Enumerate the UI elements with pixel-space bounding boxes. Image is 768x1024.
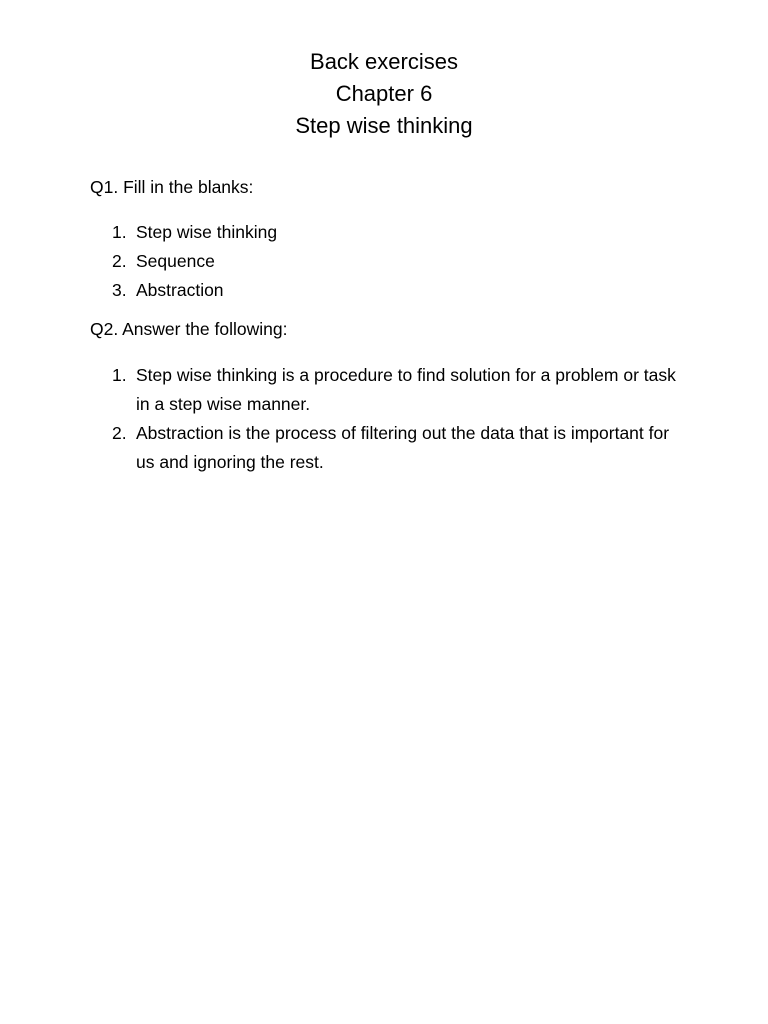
title-line-2: Chapter 6 <box>335 81 433 106</box>
title-line-1: Back exercises <box>310 49 458 74</box>
list-number: 1. <box>112 365 127 385</box>
list-text: Abstraction is the process of filtering out the data that is important for us and ignoring the rest. <box>136 423 670 472</box>
question-2-answer-list <box>90 361 690 477</box>
list-number: 2. <box>112 423 127 443</box>
list-text: Abstraction <box>136 280 224 300</box>
question-2-section <box>90 318 690 477</box>
list-item <box>90 247 690 276</box>
question-1-answer-list <box>90 218 690 305</box>
list-item <box>90 361 690 419</box>
list-text: Sequence <box>136 251 215 271</box>
question-2-heading: Q2. Answer the following: <box>90 319 288 339</box>
question-1-section <box>90 176 690 305</box>
list-number: 3. <box>112 280 127 300</box>
list-number: 2. <box>112 251 127 271</box>
list-text: Step wise thinking is a procedure to find solution for a problem or task in a step wise manner. <box>136 365 676 414</box>
list-item <box>90 419 690 477</box>
list-item <box>90 276 690 305</box>
list-item <box>90 218 690 247</box>
document-title <box>0 46 768 142</box>
question-1-heading: Q1. Fill in the blanks: <box>90 177 254 197</box>
list-text: Step wise thinking <box>136 222 278 242</box>
title-line-3: Step wise thinking <box>295 113 473 138</box>
list-number: 1. <box>112 222 127 242</box>
